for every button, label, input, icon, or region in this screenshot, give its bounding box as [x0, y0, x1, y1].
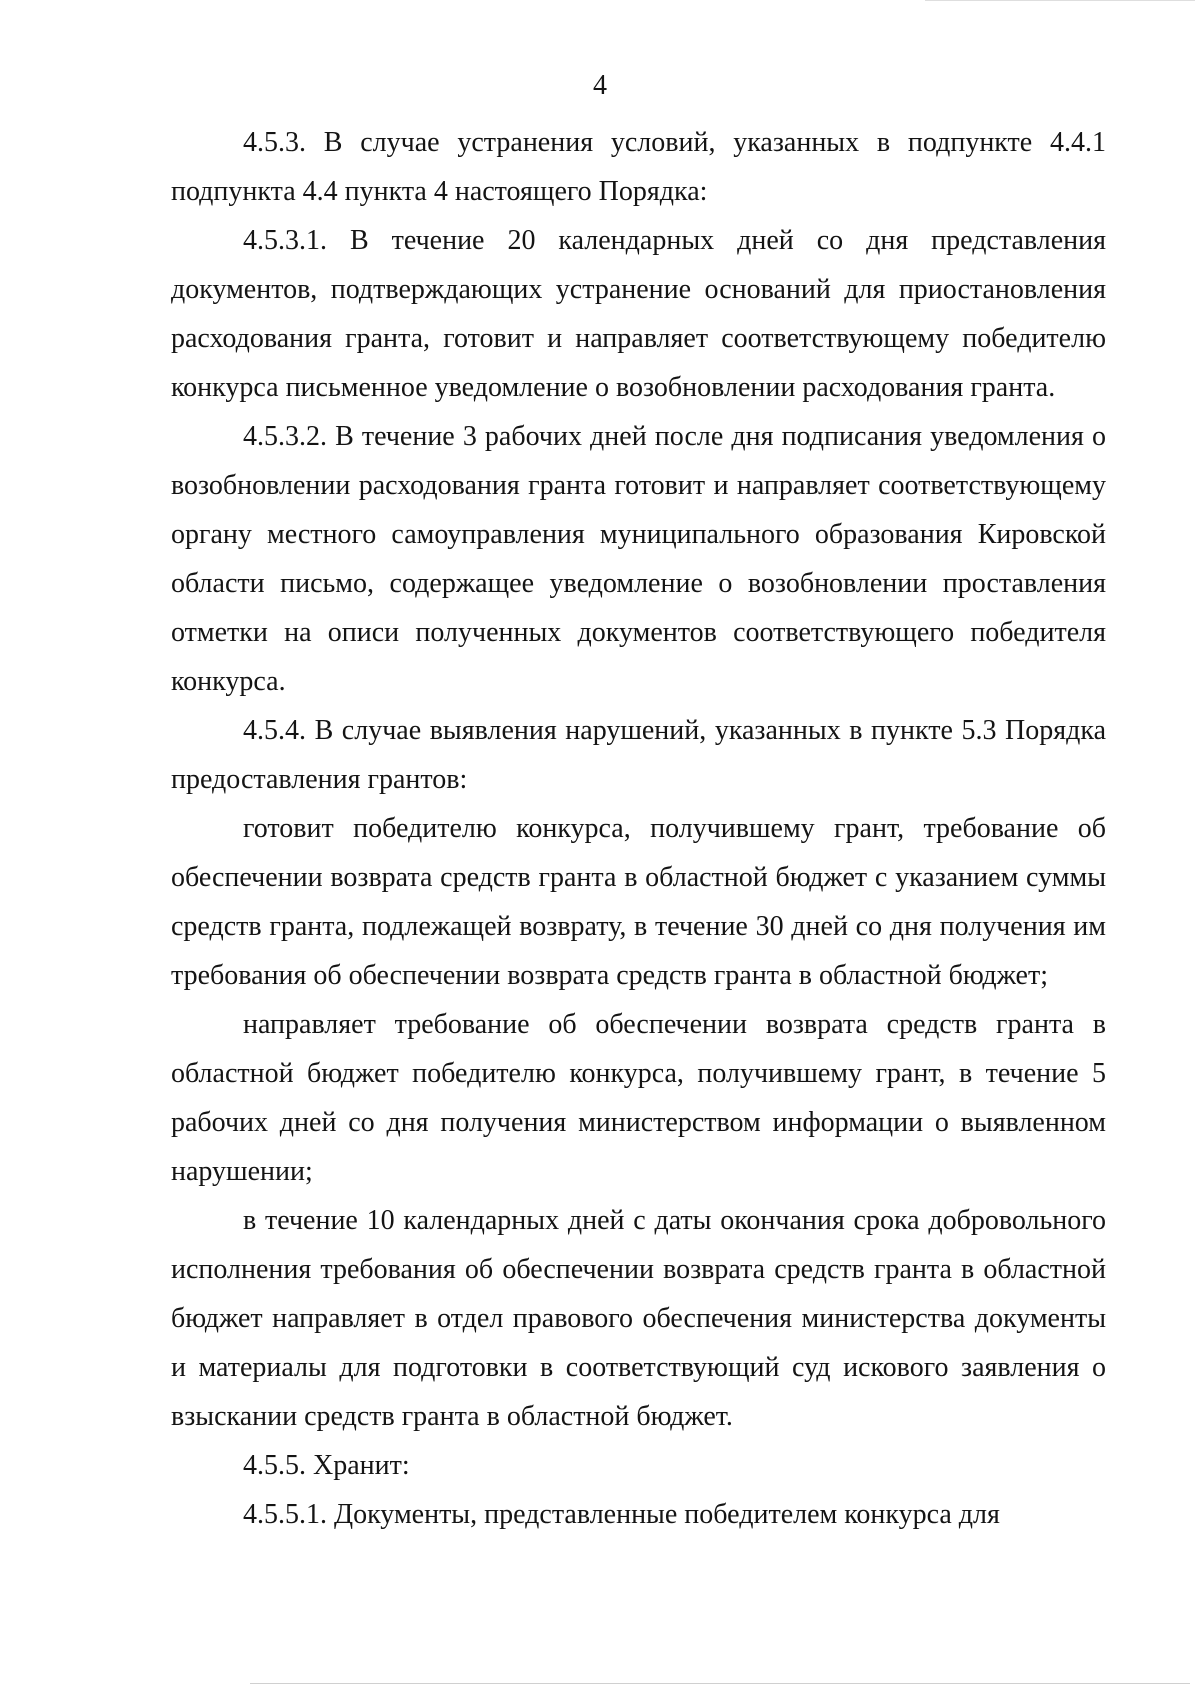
scan-edge-mark [925, 0, 1195, 1]
document-body [171, 118, 1106, 1539]
paragraph-4-5-3-2: 4.5.3.2. В течение 3 рабочих дней после дня подписания уведомления о возобновлении расходования гранта готовит и направляет соответствующему органу местного самоуправления муниципального образования Кировской области письмо, содержащее уведомление о возобновлении проставления отметки на описи полученных документов соответствующего победителя конкурса. [171, 421, 1106, 697]
paragraph-4-5-5: 4.5.5. Хранит: [243, 1450, 410, 1481]
paragraph-prepares-requirement: готовит победителю конкурса, получившему грант, требование об обеспечении возврата средств гранта в областной бюджет с указанием суммы средств гранта, подлежащей возврату, в течение 30 дней со дня получения им требования об обеспечении возврата средств гранта в областной бюджет; [171, 813, 1106, 991]
paragraph-4-5-3-1: 4.5.3.1. В течение 20 календарных дней со дня представления документов, подтверждающих устранение оснований для приостановления расходования гранта, готовит и направляет соответствующему победителю конкурса письменное уведомление о возобновлении расходования гранта. [171, 225, 1106, 403]
paragraph-4-5-4: 4.5.4. В случае выявления нарушений, указанных в пункте 5.3 Порядка предоставления грантов: [171, 715, 1106, 795]
paragraph-4-5-3: 4.5.3. В случае устранения условий, указанных в подпункте 4.4.1 подпункта 4.4 пункта 4 настоящего Порядка: [171, 127, 1106, 207]
paragraph-sends-requirement: направляет требование об обеспечении возврата средств гранта в областной бюджет победителю конкурса, получившему грант, в течение 5 рабочих дней со дня получения министерством информации о выявленном нарушении; [171, 1009, 1106, 1187]
paragraph-4-5-5-1: 4.5.5.1. Документы, представленные победителем конкурса для [243, 1499, 1000, 1530]
scan-bottom-line [250, 1683, 1190, 1684]
page-number: 4 [593, 70, 607, 101]
paragraph-within-10-days: в течение 10 календарных дней с даты окончания срока добровольного исполнения требования об обеспечении возврата средств гранта в областной бюджет направляет в отдел правового обеспечения министерства документы и материалы для подготовки в соответствующий суд искового заявления о взыскании средств гранта в областной бюджет. [171, 1205, 1106, 1432]
